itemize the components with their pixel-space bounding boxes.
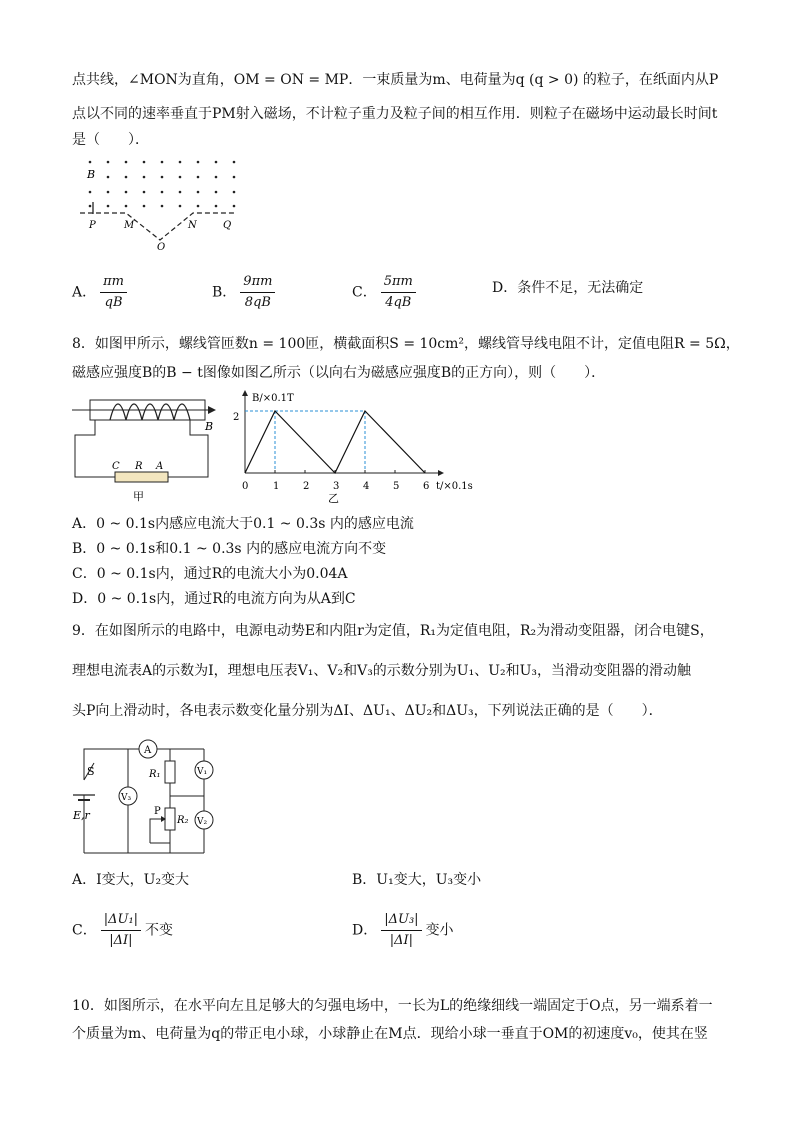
wire-left bbox=[75, 420, 115, 477]
q7-option-b[interactable] bbox=[212, 272, 279, 313]
q9-text-line-1: 9．在如图所示的电路中，电源电动势E和内阻r为定值，R₁为定值电阻，R₂为滑动变阻器，闭合电键S， bbox=[72, 623, 714, 639]
q9-text-line-2: 理想电流表A的示数为I，理想电压表V₁、V₂和V₃的示数分别为U₁、U₂和U₃，当滑动变阻器的滑动触 bbox=[72, 663, 692, 679]
boundary-line bbox=[80, 213, 234, 240]
option-fraction: $\frac{5\pi m}{4qB}$ bbox=[381, 272, 416, 313]
label-Q: Q bbox=[223, 220, 232, 231]
q9-option-c[interactable] bbox=[72, 910, 173, 951]
option-label: D． bbox=[352, 922, 378, 939]
label-N: N bbox=[188, 220, 197, 231]
q8-text-line-1: 8．如图甲所示，螺线管匝数n = 100匝，横截面积S = 10cm²，螺线管导线电阻不计，定值电阻R = 5Ω， bbox=[72, 336, 740, 352]
bt-series-line bbox=[245, 411, 425, 473]
q7-magnetic-field-figure bbox=[78, 150, 248, 250]
label-A: A bbox=[144, 745, 152, 756]
label-P: P bbox=[154, 806, 161, 817]
resistor-R bbox=[115, 472, 168, 482]
x-tick-label: 5 bbox=[393, 481, 400, 492]
label-V2: V₂ bbox=[197, 817, 208, 827]
label-R2: R₂ bbox=[177, 815, 189, 826]
x-tick-label: 4 bbox=[363, 481, 370, 492]
q7-text-line-1: 点共线，∠MON为直角，OM = ON = MP．一束质量为m、电荷量为q (q > 0) 的粒子，在纸面内从P bbox=[72, 72, 719, 88]
y-tick-label: 2 bbox=[233, 412, 240, 423]
caption-jia: 甲 bbox=[133, 490, 144, 503]
x-tick-label: 0 bbox=[242, 481, 249, 492]
option-label: A． bbox=[72, 284, 97, 301]
caption-yi: 乙 bbox=[328, 492, 339, 505]
q9-option-a[interactable]: A．I变大，U₂变大 bbox=[72, 872, 190, 888]
q9-option-b[interactable]: B．U₁变大，U₃变小 bbox=[352, 872, 482, 888]
q7-option-c[interactable] bbox=[352, 272, 420, 313]
slider-P-wire bbox=[150, 819, 163, 843]
label-A: A bbox=[156, 461, 164, 472]
q8-solenoid-circuit-figure bbox=[70, 390, 220, 505]
dashed-guides bbox=[245, 411, 425, 473]
label-B: B bbox=[205, 420, 214, 433]
q10-text-line-2: 个质量为m、电荷量为q的带正电小球，小球静止在M点．现给小球一垂直于OM的初速度v₀，使其在竖 bbox=[72, 1026, 708, 1042]
resistor-R1 bbox=[165, 761, 175, 783]
option-label: D． bbox=[492, 280, 518, 296]
q10-text-line-1: 10．如图所示，在水平向左且足够大的匀强电场中，一长为L的绝缘细线一端固定于O点，另一端系着一 bbox=[72, 998, 713, 1014]
q8-option-a[interactable]: A．0 ~ 0.1s内感应电流大于0.1 ~ 0.3s 内的感应电流 bbox=[72, 516, 414, 532]
q8-bt-graph bbox=[230, 388, 480, 506]
label-S: S bbox=[87, 765, 95, 778]
magnetic-field-dots bbox=[89, 161, 236, 208]
label-R1: R₁ bbox=[149, 769, 161, 780]
option-text: 条件不足，无法确定 bbox=[517, 280, 644, 296]
q8-option-b[interactable]: B．0 ~ 0.1s和0.1 ~ 0.3s 内的感应电流方向不变 bbox=[72, 541, 387, 557]
q9-option-d[interactable] bbox=[352, 910, 454, 951]
label-P: P bbox=[89, 220, 96, 231]
x-tick-label: 1 bbox=[273, 481, 280, 492]
solenoid-coil bbox=[110, 404, 190, 420]
y-axis-arrow bbox=[242, 390, 248, 396]
q9-text-line-3: 头P向上滑动时，各电表示数变化量分别为ΔI、ΔU₁、ΔU₂和ΔU₃，下列说法正确的是（ ）． bbox=[72, 703, 663, 719]
field-arrow bbox=[208, 406, 216, 414]
wire-right bbox=[168, 420, 208, 477]
resistor-R2 bbox=[165, 808, 175, 830]
label-R: R bbox=[135, 461, 143, 472]
label-V1: V₁ bbox=[197, 767, 208, 777]
option-label: C． bbox=[72, 922, 97, 939]
x-tick-label: 3 bbox=[333, 481, 340, 492]
x-tick-label: 6 bbox=[423, 481, 430, 492]
option-label: C． bbox=[352, 284, 377, 301]
label-B: B bbox=[87, 168, 96, 181]
x-axis-label: t/×0.1s bbox=[436, 481, 473, 492]
q7-text-line-3: 是（ ）． bbox=[72, 132, 149, 148]
x-axis-arrow bbox=[438, 470, 444, 476]
q8-option-d[interactable]: D．0 ~ 0.1s内，通过R的电流方向为从A到C bbox=[72, 591, 356, 607]
q7-option-d[interactable] bbox=[492, 278, 643, 298]
label-C: C bbox=[112, 461, 120, 472]
label-M: M bbox=[124, 220, 135, 231]
label-O: O bbox=[157, 242, 166, 250]
y-axis-label: B/×0.1T bbox=[252, 393, 294, 404]
option-tail: 变小 bbox=[425, 922, 454, 939]
label-E-r: E,r bbox=[73, 809, 90, 822]
option-tail: 不变 bbox=[145, 922, 174, 939]
q8-text-line-2: 磁感应强度B的B − t图像如图乙所示（以向右为磁感应强度B的正方向），则（ ）． bbox=[72, 365, 606, 381]
option-fraction: $\frac{9\pi m}{8qB}$ bbox=[240, 272, 275, 313]
q7-option-a[interactable] bbox=[72, 272, 131, 313]
x-tick-label: 2 bbox=[303, 481, 310, 492]
option-fraction: $\frac{\text{|ΔU₃|}}{|\Delta I|}$ bbox=[381, 910, 421, 951]
option-label: B． bbox=[212, 284, 237, 301]
q9-circuit-figure bbox=[70, 735, 230, 857]
option-fraction: $\frac{\pi m}{qB}$ bbox=[100, 272, 127, 313]
option-fraction: $\frac{\text{|ΔU₁|}}{|\Delta I|}$ bbox=[101, 910, 141, 951]
q7-text-line-2: 点以不同的速率垂直于PM射入磁场，不计粒子重力及粒子间的相互作用．则粒子在磁场中运动最长时间t bbox=[72, 106, 718, 122]
label-V3: V₃ bbox=[121, 793, 132, 803]
q8-option-c[interactable]: C．0 ~ 0.1s内，通过R的电流大小为0.04A bbox=[72, 566, 348, 582]
